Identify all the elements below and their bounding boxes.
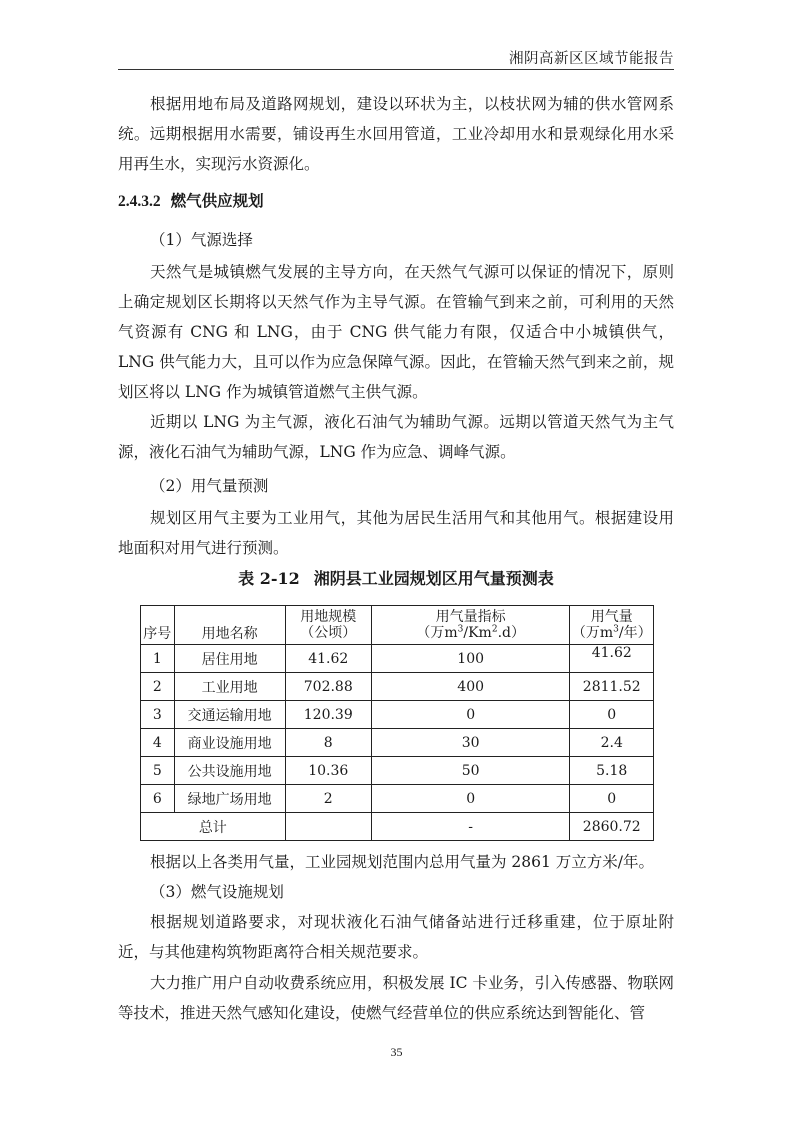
cell-land-scale: 120.39 (285, 701, 371, 729)
cell-land-name: 公共设施用地 (174, 757, 285, 785)
header-gas-index-line2: （万$m^3/Km^2.d$） (416, 624, 525, 641)
section-title: 燃气供应规划 (170, 191, 264, 210)
header-divider (118, 69, 674, 70)
cell-index: 4 (141, 729, 175, 757)
cell-gas-index: 0 (371, 701, 570, 729)
cell-gas-index: 400 (371, 673, 570, 701)
cell-land-name: 交通运输用地 (174, 701, 285, 729)
paragraph-smart-gas: 大力推广用户自动收费系统应用，积极发展 IC 卡业务，引入传感器、物联网等技术，推进天然气感知化建设，使燃气经营单位的供应系统达到智能化、管 (118, 974, 674, 1022)
paragraph-near-term-source: 近期以 LNG 为主气源，液化石油气为辅助气源。远期以管道天然气为主气源，液化石油气为辅助气源，LNG 作为应急、调峰气源。 (118, 413, 674, 461)
cell-land-name: 绿地广场用地 (174, 785, 285, 813)
cell-index: 1 (141, 645, 175, 673)
cell-gas-volume: 5.18 (570, 757, 654, 785)
table-row (141, 701, 654, 729)
section-heading (118, 186, 674, 217)
table-row (141, 673, 654, 701)
paragraph-storage-station: 根据规划道路要求，对现状液化石油气储备站进行迁移重建，位于原址附近，与其他建构筑物距离符合相关规范要求。 (118, 913, 674, 961)
cell-total-label: 总计 (141, 813, 286, 841)
cell-gas-volume: 41.62 (570, 645, 654, 673)
table-caption-number: 表 2-12 (238, 569, 300, 588)
table-row (141, 757, 654, 785)
cell-index: 2 (141, 673, 175, 701)
paragraph-gas-forecast: 规划区用气主要为工业用气，其他为居民生活用气和其他用气。根据建设用地面积对用气进行预测。 (118, 509, 674, 557)
gas-forecast-table (140, 605, 654, 841)
cell-total-index: - (371, 813, 570, 841)
cell-gas-index: 50 (371, 757, 570, 785)
cell-index: 6 (141, 785, 175, 813)
cell-gas-volume: 2.4 (570, 729, 654, 757)
table-row (141, 729, 654, 757)
cell-gas-index: 100 (371, 645, 570, 673)
table-total-row (141, 813, 654, 841)
paragraph-gas-source: 天然气是城镇燃气发展的主导方向，在天然气气源可以保证的情况下，原则上确定规划区长期将以天然气作为主导气源。在管输气到来之前，可利用的天然气资源有 CNG 和 LNG，由于 CNG 供气能力有限，仅适合中小城镇供气，LNG 供气能力大，且可以作为应急保障气源。因此，在管输天然气到来之前，规划区将以 LNG 作为城镇管道燃气主供气源。 (118, 263, 674, 401)
cell-gas-volume: 0 (570, 785, 654, 813)
cell-land-name: 工业用地 (174, 673, 285, 701)
header-index: 序号 (141, 606, 175, 645)
cell-land-scale: 8 (285, 729, 371, 757)
header-gas-index-line1: 用气量指标 (435, 609, 506, 625)
cell-index: 5 (141, 757, 175, 785)
paragraph-water-network: 根据用地布局及道路网规划，建设以环状为主，以枝状网为辅的供水管网系统。远期根据用水需要，铺设再生水回用管道，工业冷却用水和景观绿化用水采用再生水，实现污水资源化。 (118, 95, 674, 173)
cell-gas-volume: 2811.52 (570, 673, 654, 701)
table-row (141, 785, 654, 813)
cell-land-scale: 10.36 (285, 757, 371, 785)
header-title: 湘阴高新区区域节能报告 (509, 51, 674, 67)
cell-total-volume: 2860.72 (570, 813, 654, 841)
header-land-scale-line1: 用地规模 (300, 609, 357, 625)
table-caption (118, 567, 674, 591)
section-number: 2.4.3.2 (118, 193, 161, 210)
cell-total-scale (285, 813, 371, 841)
table-caption-title: 湘阴县工业园规划区用气量预测表 (313, 569, 554, 588)
cell-land-scale: 2 (285, 785, 371, 813)
cell-index: 3 (141, 701, 175, 729)
header-gas-volume (570, 606, 654, 645)
cell-gas-index: 0 (371, 785, 570, 813)
subheading-gas-source: （1）气源选择 (150, 231, 253, 249)
cell-land-scale: 41.62 (285, 645, 371, 673)
paragraph-total-volume: 根据以上各类用气量，工业园规划范围内总用气量为 2861 万立方米/年。 (150, 853, 655, 871)
header-land-name: 用地名称 (174, 606, 285, 645)
table-header-row (141, 606, 654, 645)
cell-land-scale: 702.88 (285, 673, 371, 701)
cell-land-name: 商业设施用地 (174, 729, 285, 757)
cell-gas-volume: 0 (570, 701, 654, 729)
header-land-scale-line2: （公顷） (300, 625, 357, 641)
page-number: 35 (390, 1045, 403, 1059)
subheading-gas-facilities: （3）燃气设施规划 (150, 883, 284, 901)
header-gas-index (371, 606, 570, 645)
subheading-gas-forecast: （2）用气量预测 (150, 477, 269, 495)
cell-gas-index: 30 (371, 729, 570, 757)
table-row (141, 645, 654, 673)
header-land-scale (285, 606, 371, 645)
cell-land-name: 居住用地 (174, 645, 285, 673)
header-gas-volume-line2: （万$m^3/$年） (571, 624, 652, 641)
header-gas-volume-line1: 用气量 (590, 609, 633, 625)
